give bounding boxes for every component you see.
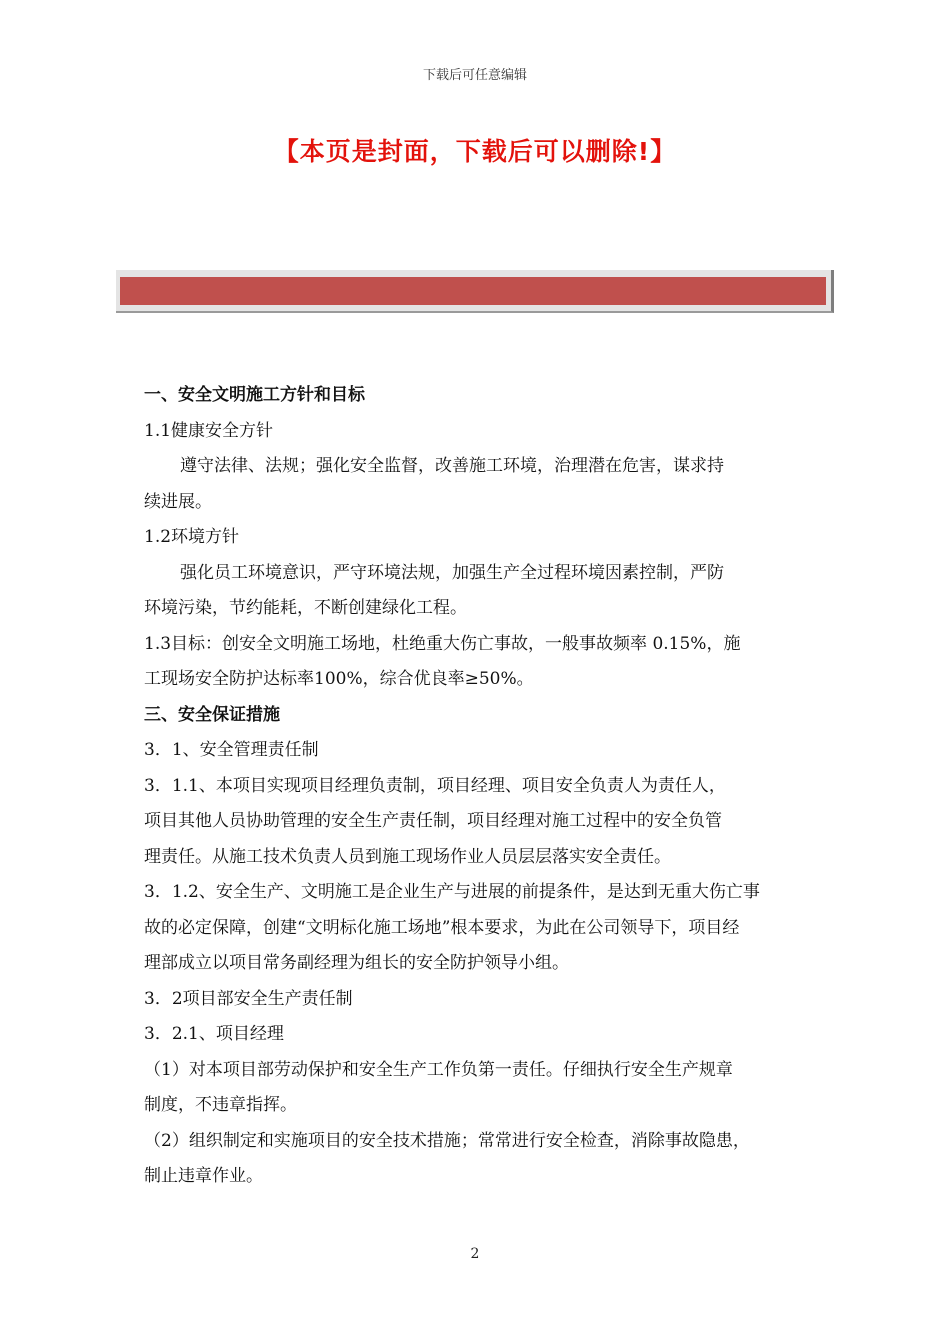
paragraph-line: 理部成立以项目常务副经理为组长的安全防护领导小组。	[144, 953, 569, 973]
subsection-heading: 3．2项目部安全生产责任制	[144, 988, 353, 1009]
paragraph-line: （1）对本项目部劳动保护和安全生产工作负第一责任。仔细执行安全生产规章	[144, 1059, 733, 1080]
paragraph-line: 1.3目标：创安全文明施工场地，杜绝重大伤亡事故，一般事故频率 0.15%，施	[144, 633, 741, 654]
subsection-heading: 1.2环境方针	[144, 527, 240, 547]
paragraph-line: 3．1.2、安全生产、文明施工是企业生产与进展的前提条件，是达到无重大伤亡事	[144, 882, 760, 902]
section-heading: 三、安全保证措施	[144, 704, 280, 725]
paragraph-line: （2）组织制定和实施项目的安全技术措施；常常进行安全检查，消除事故隐患，	[144, 1130, 750, 1151]
paragraph-line: 环境污染，节约能耗，不断创建绿化工程。	[144, 598, 467, 618]
page-number: 2	[470, 1246, 480, 1262]
banner-red-bar	[120, 277, 826, 305]
section-heading: 一、安全文明施工方针和目标	[144, 385, 365, 405]
subsection-heading: 3．2.1、项目经理	[144, 1024, 284, 1044]
paragraph-line: 遵守法律、法规；强化安全监督，改善施工环境，治理潜在危害，谋求持	[180, 456, 724, 476]
cover-notice: 【本页是封面，下载后可以删除!】	[273, 137, 677, 166]
paragraph-line: 故的必定保障，创建“文明标化施工场地”根本要求，为此在公司领导下，项目经	[144, 917, 740, 938]
paragraph-line: 理责任。从施工技术负责人员到施工现场作业人员层层落实安全责任。	[144, 846, 671, 867]
paragraph-line: 项目其他人员协助管理的安全生产责任制，项目经理对施工过程中的安全负管	[144, 811, 722, 831]
subsection-heading: 3．1、安全管理责任制	[144, 740, 319, 760]
paragraph-line: 制止违章作业。	[144, 1166, 263, 1186]
paragraph-line: 续进展。	[144, 491, 212, 512]
header-note: 下载后可任意编辑	[422, 68, 527, 83]
paragraph-line: 工现场安全防护达标率100%，综合优良率≥50%。	[144, 669, 534, 689]
paragraph-line: 制度，不违章指挥。	[144, 1095, 297, 1115]
document-body	[144, 378, 834, 1195]
subsection-heading: 1.1健康安全方针	[144, 420, 274, 441]
paragraph-line: 3．1.1、本项目实现项目经理负责制，项目经理、项目安全负责人为责任人，	[144, 775, 726, 796]
paragraph-line: 强化员工环境意识，严守环境法规，加强生产全过程环境因素控制，严防	[180, 562, 724, 583]
decorative-banner	[116, 270, 834, 313]
